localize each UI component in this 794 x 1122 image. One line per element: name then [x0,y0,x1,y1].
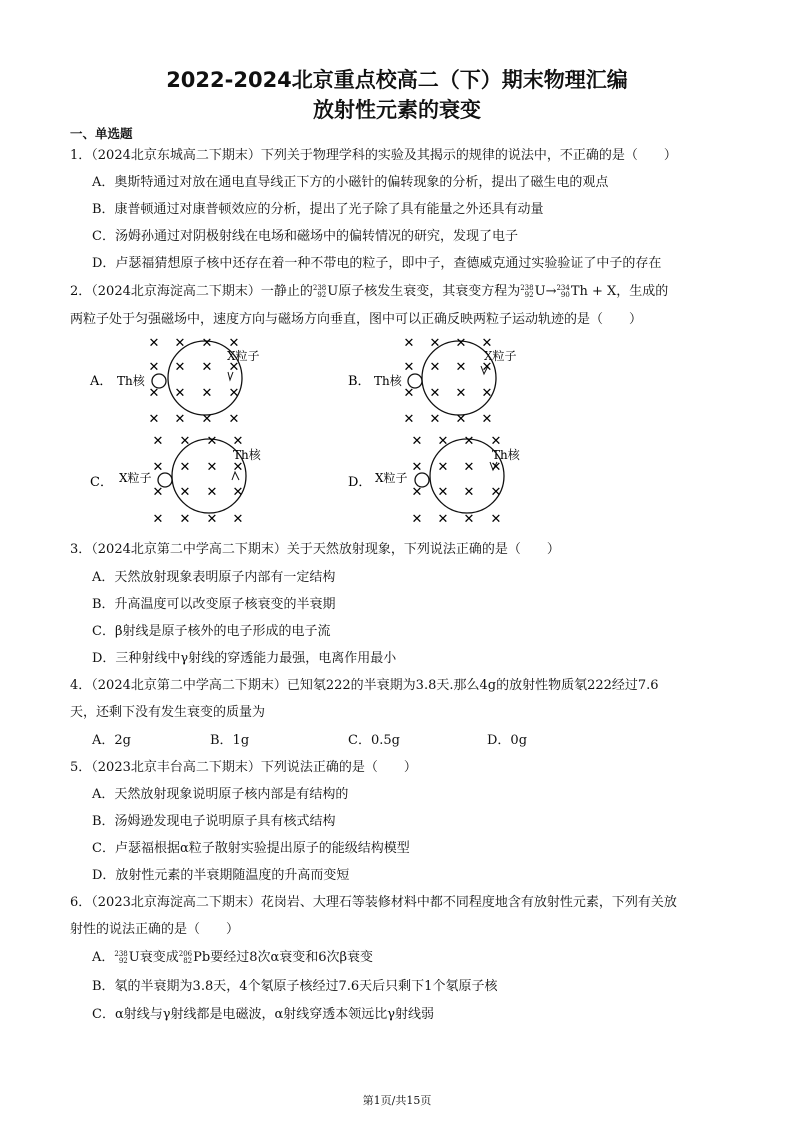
field-cross-mark: ✕ [228,360,240,375]
field-cross-mark: ✕ [455,336,467,351]
field-cross-mark: ✕ [411,434,423,449]
field-cross-mark: ✕ [429,412,441,427]
q1-option-d: D．卢瑟福猜想原子核中还存在着一种不带电的粒子，即中子，查德威克通过实验验证了中子的存在 [92,256,662,271]
field-cross-mark: ✕ [490,485,502,500]
th-label-b: Th核 [374,374,402,388]
field-cross-mark: ✕ [201,412,213,427]
th-label-c: Th核 [233,448,261,462]
q4-option-d: D．0g [487,733,528,748]
field-cross-mark: ✕ [228,336,240,351]
field-cross-mark: ✕ [174,336,186,351]
large-orbit-d [430,439,504,513]
x-label-d: X粒子 [375,471,408,485]
field-cross-mark: ✕ [455,386,467,401]
field-cross-mark: ✕ [481,386,493,401]
field-cross-mark: ✕ [179,512,191,527]
field-cross-mark: ✕ [437,460,449,475]
field-cross-mark: ✕ [201,336,213,351]
pb-nuclide-index: 206 82 [178,949,193,965]
q6-stem-line2: 射性的说法正确的是（ ） [70,922,240,937]
field-cross-mark: ✕ [429,360,441,375]
field-cross-mark: ✕ [411,485,423,500]
field-cross-mark: ✕ [490,434,502,449]
q1-option-c: C．汤姆孙通过对阴极射线在电场和磁场中的偏转情况的研究，发现了电子 [92,229,518,244]
diagram-d [348,434,521,527]
th-label-a: Th核 [117,374,145,388]
field-cross-mark: ✕ [152,485,164,500]
q3-option-c: C．β射线是原子核外的电子形成的电子流 [92,624,331,639]
field-cross-mark: ✕ [403,412,415,427]
field-cross-mark: ✕ [148,386,160,401]
th-nuclide-index: 234 90 [556,283,570,299]
option-d-label: D． [348,475,372,490]
section-heading: 一、单选题 [70,126,133,141]
q3-option-d: D．三种射线中γ射线的穿透能力最强，电离作用最小 [92,651,397,666]
large-orbit-c [172,439,246,513]
field-cross-mark: ✕ [179,434,191,449]
document-title: 2022-2024北京重点校高二（下）期末物理汇编 [166,68,628,92]
x-label-c: X粒子 [119,471,152,485]
diagram-a [89,336,260,427]
q1-option-b: B．康普顿通过对康普顿效应的分析，提出了光子除了具有能量之外还具有动量 [92,202,544,217]
field-cross-mark: ✕ [206,460,218,475]
field-cross-mark: ✕ [148,412,160,427]
field-cross-mark: ✕ [148,336,160,351]
field-cross-mark: ✕ [228,412,240,427]
field-cross-mark: ✕ [403,386,415,401]
arrow-symbol: → [545,284,557,299]
x-label-b: X粒子 [484,349,517,363]
field-cross-mark: ✕ [437,512,449,527]
field-cross-mark: ✕ [403,336,415,351]
option-b-label: B． [348,374,371,389]
u-nuclide-index: 238 92 [312,283,327,299]
field-cross-mark: ✕ [490,512,502,527]
field-cross-mark: ✕ [463,460,475,475]
field-cross-mark: ✕ [463,512,475,527]
field-cross-mark: ✕ [201,386,213,401]
field-crosses-d [412,434,502,527]
field-cross-mark: ✕ [437,434,449,449]
field-cross-mark: ✕ [174,360,186,375]
field-cross-mark: ✕ [206,512,218,527]
field-cross-mark: ✕ [463,434,475,449]
field-cross-mark: ✕ [411,512,423,527]
q4-stem: 4．（2024北京第二中学高二下期末）已知氡222的半衰期为3.8天.那么4g的放射性物质氡222经过7.6 [70,678,659,693]
q2-stem-line2: 两粒子处于匀强磁场中，速度方向与磁场方向垂直，图中可以正确反映两粒子运动轨迹的是（ ） [70,312,643,327]
field-cross-mark: ✕ [206,485,218,500]
field-cross-mark: ✕ [490,460,502,475]
th-label-d: Th核 [492,448,520,462]
field-cross-mark: ✕ [411,460,423,475]
field-cross-mark: ✕ [481,360,493,375]
field-cross-mark: ✕ [232,460,244,475]
q4-option-a: A．2g [92,733,131,748]
document-subtitle: 放射性元素的衰变 [313,98,481,122]
q3-stem: 3．（2024北京第二中学高二下期末）关于天然放射现象，下列说法正确的是（ ） [70,542,560,557]
q5-stem: 5．（2023北京丰台高二下期末）下列说法正确的是（ ） [70,760,417,775]
field-cross-mark: ✕ [429,336,441,351]
field-cross-mark: ✕ [152,460,164,475]
field-cross-mark: ✕ [228,386,240,401]
q3-option-b: B．升高温度可以改变原子核衰变的半衰期 [92,597,336,612]
q5-option-c: C．卢瑟福根据α粒子散射实验提出原子的能级结构模型 [92,841,410,856]
q5-option-d: D．放射性元素的半衰期随温度的升高而变短 [92,868,350,883]
field-cross-mark: ✕ [179,460,191,475]
field-cross-mark: ✕ [174,386,186,401]
u-nuclide-index-q6: 238 92 [114,949,128,965]
field-crosses-c [153,434,244,527]
field-cross-mark: ✕ [463,485,475,500]
q4-option-c: C．0.5g [348,733,400,748]
field-cross-mark: ✕ [152,434,164,449]
field-cross-mark: ✕ [455,360,467,375]
q6-option-b: B．氡的半衰期为3.8天，4个氡原子核经过7.6天后只剩下1个氡原子核 [92,979,498,994]
field-cross-mark: ✕ [152,512,164,527]
field-cross-mark: ✕ [232,512,244,527]
field-cross-mark: ✕ [403,360,415,375]
field-cross-mark: ✕ [481,336,493,351]
field-cross-mark: ✕ [201,360,213,375]
field-cross-mark: ✕ [179,485,191,500]
field-cross-mark: ✕ [455,412,467,427]
q4-stem-line2: 天，还剩下没有发生衰变的质量为 [70,705,266,720]
q2-stem: 2．（2024北京海淀高二下期末）一静止的 238 92 U原子核发生衰变，其衰变方程为 238 92 U→ 234 90 Th + X，生成的 [70,283,669,299]
field-cross-mark: ✕ [429,386,441,401]
diagram-c [90,434,262,527]
field-cross-mark: ✕ [232,434,244,449]
trajectory-diagrams [70,330,770,530]
field-cross-mark: ✕ [437,485,449,500]
option-c-label: C． [90,475,113,490]
q5-option-a: A．天然放射现象说明原子核内部是有结构的 [92,787,349,802]
x-label-a: X粒子 [227,349,260,363]
diagram-b [348,336,517,427]
q5-option-b: B．汤姆逊发现电子说明原子具有核式结构 [92,814,336,829]
q1-option-a: A．奥斯特通过对放在通电直导线正下方的小磁针的偏转现象的分析，提出了磁生电的观点 [92,175,609,190]
q4-option-b: B．1g [210,733,250,748]
field-cross-mark: ✕ [481,412,493,427]
q6-option-c: C．α射线与γ射线都是电磁波，α射线穿透本领远比γ射线弱 [92,1007,435,1022]
large-orbit-b [422,341,496,415]
field-cross-mark: ✕ [148,360,160,375]
q6-option-a: A． 238 92 U衰变成 206 82 Pb要经过8次α衰变和6次β衰变 [92,949,374,965]
q1-stem: 1．（2024北京东城高二下期末）下列关于物理学科的实验及其揭示的规律的说法中，不正确的是（ ） [70,148,677,163]
page-footer: 第1页/共15页 [362,1094,432,1107]
field-cross-mark: ✕ [206,434,218,449]
q6-stem: 6．（2023北京海淀高二下期末）花岗岩、大理石等装修材料中都不同程度地含有放射性元素，下列有关放 [70,895,677,910]
option-a-label: A． [90,374,113,389]
q3-option-a: A．天然放射现象表明原子内部有一定结构 [92,570,336,585]
field-cross-mark: ✕ [232,485,244,500]
field-cross-mark: ✕ [174,412,186,427]
